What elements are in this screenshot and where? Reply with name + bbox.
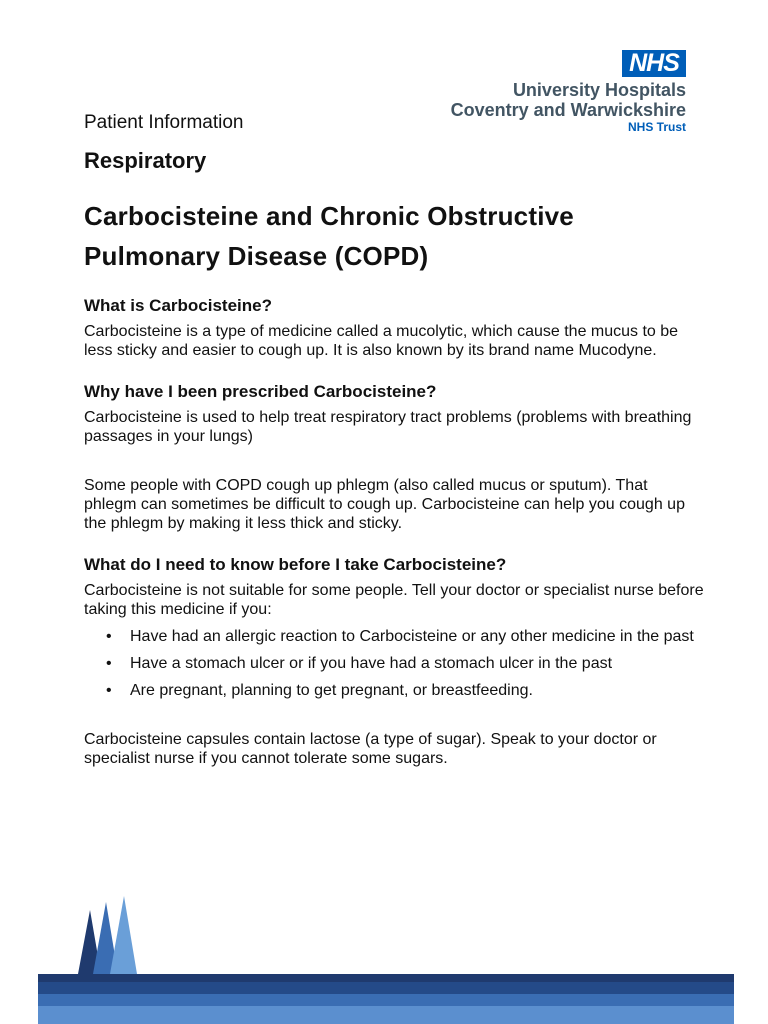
- section-body: Carbocisteine is a type of medicine called a mucolytic, which cause the mucus to be less sticky and easier to cough up. It is also known by its brand name Mucodyne.: [84, 323, 679, 359]
- bullet-icon: •: [106, 655, 112, 672]
- bullet-icon: •: [106, 628, 112, 645]
- section-heading: What do I need to know before I take Carbocisteine?: [84, 555, 507, 574]
- bullet-icon: •: [106, 682, 112, 699]
- list-item: [84, 627, 704, 646]
- section-heading: Why have I been prescribed Carbocisteine?: [84, 382, 437, 401]
- list-item-text: Have had an allergic reaction to Carbocisteine or any other medicine in the past: [130, 628, 694, 645]
- warning-list: [84, 627, 704, 700]
- section-why: [84, 382, 704, 533]
- list-item: [84, 654, 704, 673]
- doc-type: Patient Information: [84, 112, 244, 133]
- section-body: Carbocisteine is not suitable for some people. Tell your doctor or specialist nurse before taking this medicine if you:: [84, 582, 704, 618]
- lactose-note: Carbocisteine capsules contain lactose (a type of sugar). Speak to your doctor or specialist nurse if you cannot tolerate some sugars.: [84, 731, 657, 767]
- section-body: Carbocisteine is used to help treat respiratory tract problems (problems with breathing passages in your lungs): [84, 409, 692, 445]
- org-trust: NHS Trust: [627, 120, 686, 134]
- page-title: Carbocisteine and Chronic Obstructive Pulmonary Disease (COPD): [84, 201, 574, 271]
- footer-spires-decoration: [0, 890, 768, 1024]
- list-item-text: Are pregnant, planning to get pregnant, or breastfeeding.: [130, 682, 533, 699]
- list-item: [84, 681, 704, 700]
- org-name-line1: University Hospitals: [512, 80, 686, 100]
- category-heading: Respiratory: [84, 148, 207, 173]
- section-body: Some people with COPD cough up phlegm (also called mucus or sputum). That phlegm can sometimes be difficult to cough up. Carbocisteine can help you cough up the phlegm by making it less thick and sticky.: [84, 477, 685, 532]
- section-what-is: [84, 296, 704, 360]
- document-content: [84, 112, 704, 768]
- list-item-text: Have a stomach ulcer or if you have had a stomach ulcer in the past: [130, 655, 613, 672]
- org-name-line2: Coventry and Warwickshire: [450, 100, 686, 120]
- section-heading: What is Carbocisteine?: [84, 296, 272, 315]
- section-before: [84, 555, 704, 768]
- nhs-badge: NHS: [622, 50, 686, 77]
